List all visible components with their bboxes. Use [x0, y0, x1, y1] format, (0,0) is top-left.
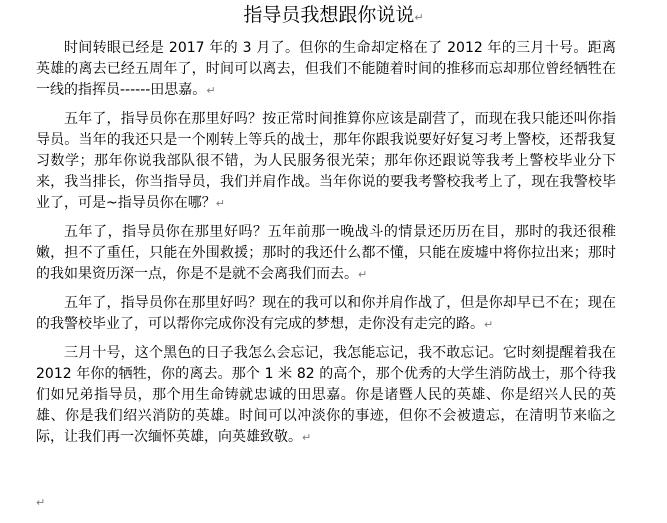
paragraph-mark-icon: ↵	[484, 318, 494, 331]
paragraph	[36, 109, 616, 214]
paragraph	[36, 293, 616, 335]
paragraph-text: 时间转眼已经是 2017 年的 3 月了。但你的生命却定格在了 2012 年的三月十号。距离英雄的离去已经五周年了，时间可以离去，但我们不能随着时间的推移而忘却那位曾经牺牲在一线的指挥员------田思嘉。	[36, 40, 616, 98]
empty-paragraph-mark-icon: ↵	[36, 496, 46, 509]
paragraph	[36, 343, 616, 448]
paragraph-text: 三月十号，这个黑色的日子我怎么会忘记，我怎能忘记，我不敢忘记。它时刻提醒着我在 2012 年你的牺牲，你的离去。那个 1 米 82 的高个，那个优秀的大学生消防战士，那个待我们如兄弟指导员，那个用生命铸就忠诚的田思嘉。你是诸暨人民的英雄、你是绍兴人民的英雄、你是我们绍兴消防的英雄。时间可以冲淡你的事迹，但你不会被遗忘，在清明节来临之际，让我们再一次缅怀英雄，向英雄致敬。	[36, 345, 616, 445]
paragraph	[36, 222, 616, 285]
paragraph-mark-icon: ↵	[302, 431, 312, 444]
paragraph-text: 五年了，指导员你在那里好吗？五年前那一晚战斗的情景还历历在目，那时的我还很稚嫩，担不了重任，只能在外围救援；那时的我还什么都不懂，只能在废墟中将你拉出来；那时的我如果资历深一点，你是不是就不会离我们而去。	[36, 224, 616, 282]
paragraph-mark-icon: ↵	[358, 268, 368, 281]
paragraph-text: 五年了，指导员你在那里好吗？按正常时间推算你应该是副营了，而现在我只能还叫你指导员。当年的我还只是一个刚转上等兵的战士，那年你跟我说要好好复习考上警校，还帮我复习数学；那年你说我部队很不错，为人民服务很光荣；那年你还跟说等我考上警校毕业分下来，我当排长，你当指导员，我们并肩作战。当年你说的要我考警校我考上了，现在我警校毕业了，可是~指导员你在哪？	[36, 111, 616, 211]
document-body	[36, 38, 616, 456]
paragraph-mark-icon: ↵	[206, 84, 216, 97]
paragraph-mark-icon: ↵	[215, 197, 225, 210]
document-title	[0, 4, 667, 29]
title-text: 指导员我想跟你说说	[243, 4, 415, 26]
paragraph-text: 五年了，指导员你在那里好吗？现在的我可以和你并肩作战了，但是你却早已不在；现在的我警校毕业了，可以帮你完成你没有完成的梦想，走你没有走完的路。	[36, 295, 616, 332]
paragraph-mark-icon: ↵	[414, 11, 424, 24]
paragraph	[36, 38, 616, 101]
